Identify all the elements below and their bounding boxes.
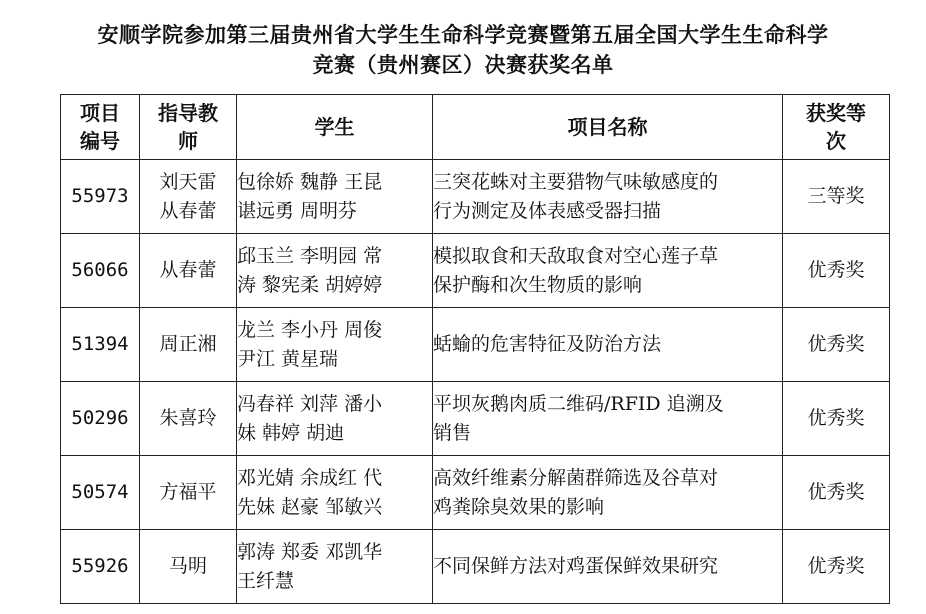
award-level-cell: 优秀奖 <box>783 234 890 308</box>
project-name-line: 不同保鲜方法对鸡蛋保鲜效果研究 <box>433 555 719 577</box>
students-line: 龙兰 李小丹 周俊 <box>237 318 383 341</box>
teacher-name: 朱喜玲 <box>159 407 217 429</box>
teacher-cell <box>140 308 237 382</box>
teacher-cell <box>140 234 237 308</box>
students-cell <box>237 234 433 308</box>
project-code-cell: 56066 <box>61 234 140 308</box>
students-line: 王纤慧 <box>237 569 295 592</box>
document-title <box>0 20 926 80</box>
project-code-cell: 55973 <box>61 160 140 234</box>
table-row <box>61 382 890 456</box>
project-name-line: 行为测定及体表感受器扫描 <box>433 199 662 222</box>
award-level-cell: 优秀奖 <box>783 308 890 382</box>
teacher-name: 方福平 <box>159 481 217 503</box>
header-teacher <box>140 95 237 160</box>
award-table <box>60 94 890 604</box>
teacher-name: 马明 <box>168 555 207 577</box>
project-name-line: 平坝灰鹅肉质二维码/RFID 追溯及 <box>433 392 724 415</box>
award-level-cell: 优秀奖 <box>783 456 890 530</box>
students-cell <box>237 530 433 604</box>
students-line: 邱玉兰 李明园 常 <box>237 244 383 267</box>
project-name-cell <box>433 382 783 456</box>
teacher-cell <box>140 530 237 604</box>
header-teacher-line: 指导教 <box>158 101 218 125</box>
students-line: 包徐娇 魏静 王昆 <box>237 170 383 193</box>
teacher-name: 刘天雷 <box>159 170 217 193</box>
project-code-cell: 50574 <box>61 456 140 530</box>
header-award-line: 次 <box>826 129 846 153</box>
header-project: 项目名称 <box>433 95 783 160</box>
table-row <box>61 530 890 604</box>
project-name-cell <box>433 530 783 604</box>
students-line: 尹江 黄星瑞 <box>237 347 339 370</box>
award-level-cell: 优秀奖 <box>783 530 890 604</box>
table-row <box>61 308 890 382</box>
project-name-line: 三突花蛛对主要猎物气味敏感度的 <box>433 170 719 193</box>
title-line-2: 竞赛（贵州赛区）决赛获奖名单 <box>312 52 614 77</box>
students-cell <box>237 308 433 382</box>
teacher-cell <box>140 382 237 456</box>
header-code-line: 编号 <box>80 129 120 153</box>
table-header-row <box>61 95 890 160</box>
students-line: 郭涛 郑委 邓凯华 <box>237 540 383 563</box>
header-teacher-line: 师 <box>178 129 198 153</box>
table-row <box>61 234 890 308</box>
students-cell <box>237 382 433 456</box>
teacher-name: 周正湘 <box>159 333 217 355</box>
students-line: 妹 韩婷 胡迪 <box>237 421 345 444</box>
teacher-cell <box>140 160 237 234</box>
project-name-cell <box>433 308 783 382</box>
students-line: 涛 黎宪柔 胡婷婷 <box>237 273 383 296</box>
students-cell <box>237 456 433 530</box>
project-name-cell <box>433 234 783 308</box>
header-award-line: 获奖等 <box>806 101 866 125</box>
project-name-line: 高效纤维素分解菌群筛选及谷草对 <box>433 466 719 489</box>
teacher-name: 从春蕾 <box>159 199 217 222</box>
title-line-1: 安顺学院参加第三届贵州省大学生生命科学竞赛暨第五届全国大学生生命科学 <box>97 22 829 47</box>
project-code-cell: 55926 <box>61 530 140 604</box>
header-award <box>783 95 890 160</box>
project-code-cell: 51394 <box>61 308 140 382</box>
award-level-cell: 优秀奖 <box>783 382 890 456</box>
header-students: 学生 <box>237 95 433 160</box>
project-name-line: 鸡粪除臭效果的影响 <box>433 495 605 518</box>
teacher-name: 从春蕾 <box>159 259 217 281</box>
teacher-cell <box>140 456 237 530</box>
project-name-line: 模拟取食和天敌取食对空心莲子草 <box>433 244 719 267</box>
students-line: 谌远勇 周明芬 <box>237 199 358 222</box>
students-line: 先妹 赵豪 邹敏兴 <box>237 495 383 518</box>
students-line: 邓光婧 余成红 代 <box>237 466 383 489</box>
project-code-cell: 50296 <box>61 382 140 456</box>
award-level-cell: 三等奖 <box>783 160 890 234</box>
table-row <box>61 160 890 234</box>
project-name-cell <box>433 160 783 234</box>
students-line: 冯春祥 刘萍 潘小 <box>237 392 383 415</box>
header-code-line: 项目 <box>80 101 120 125</box>
students-cell <box>237 160 433 234</box>
table-row <box>61 456 890 530</box>
project-name-line: 保护酶和次生物质的影响 <box>433 273 643 296</box>
project-name-cell <box>433 456 783 530</box>
project-name-line: 蛞蝓的危害特征及防治方法 <box>433 333 662 355</box>
project-name-line: 销售 <box>433 421 472 444</box>
header-code <box>61 95 140 160</box>
